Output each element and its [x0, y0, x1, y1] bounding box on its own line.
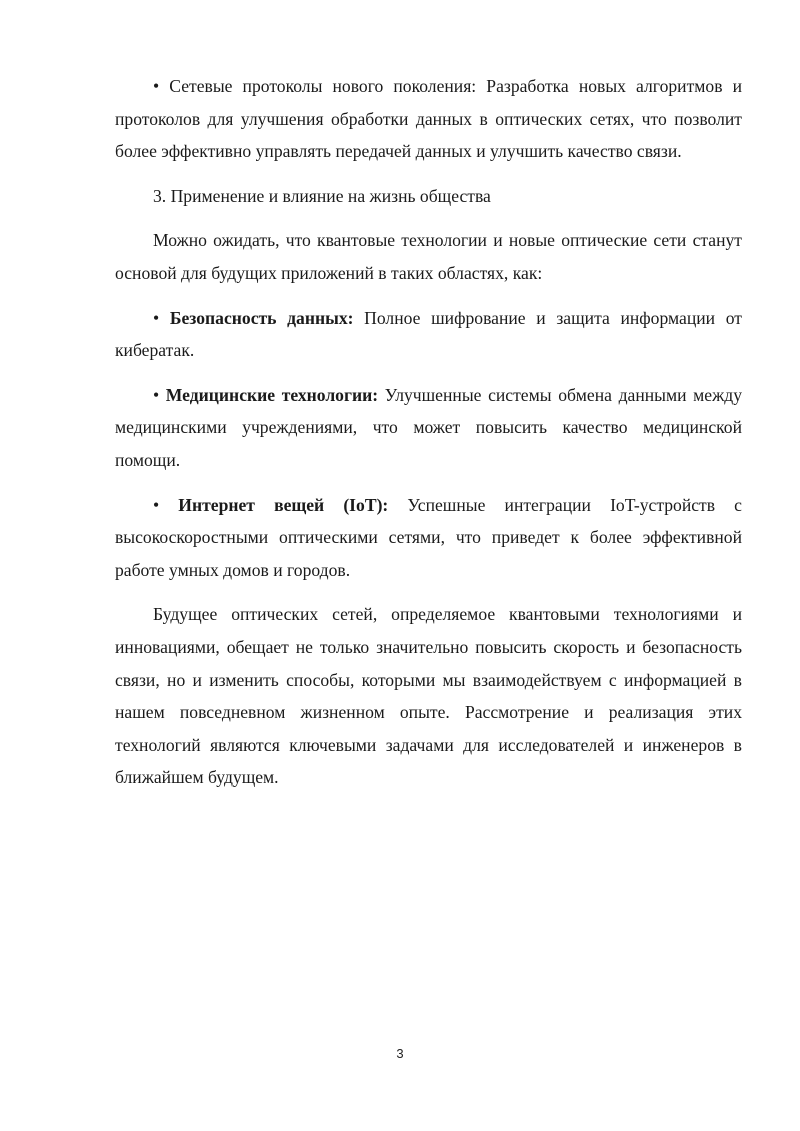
bullet-iot	[115, 489, 742, 587]
page-number: 3	[396, 1046, 404, 1061]
bullet-text: Успешные интеграции IoT-устройств с высокоскоростными оптическими сетями, что приведет к более эффективной работе умных домов и городов.	[115, 494, 742, 580]
conclusion-paragraph: Будущее оптических сетей, определяемое квантовыми технологиями и инновациями, обещает не только значительно повысить скорость и безопасность связи, но и изменить способы, которыми мы взаимодействуем с информацией в нашем повседневном жизненном опыте. Рассмотрение и реализация этих технологий являются ключевыми задачами для исследователей и инженеров в ближайшем будущем.	[115, 604, 742, 788]
bullet-term: Интернет вещей (IoT):	[178, 494, 389, 515]
bullet-marker: •	[153, 307, 170, 328]
intro-paragraph: Можно ожидать, что квантовые технологии и новые оптические сети станут основой для будущих приложений в таких областях, как:	[115, 230, 742, 283]
bullet-marker: •	[153, 494, 179, 515]
bullet-marker: •	[153, 76, 170, 96]
bullet-text: Улучшенные системы обмена данными между медицинскими учреждениями, что может повысить качество медицинской помощи.	[115, 384, 743, 470]
bullet-network-protocols	[115, 70, 742, 168]
bullet-text: Полное шифрование и защита информации от кибератак.	[115, 307, 742, 361]
section-heading: 3. Применение и влияние на жизнь общества	[153, 185, 491, 206]
bullet-marker: •	[153, 384, 166, 405]
document-body	[115, 70, 742, 806]
bullet-data-security	[115, 302, 742, 367]
bullet-text: Сетевые протоколы нового поколения: Разработка новых алгоритмов и протоколов для улучшения обработки данных в оптических сетях, что позволит более эффективно управлять передачей данных и улучшить качество связи.	[115, 76, 743, 162]
bullet-term: Безопасность данных:	[169, 307, 354, 328]
bullet-medical-tech	[115, 379, 742, 477]
bullet-term: Медицинские технологии:	[165, 384, 379, 405]
